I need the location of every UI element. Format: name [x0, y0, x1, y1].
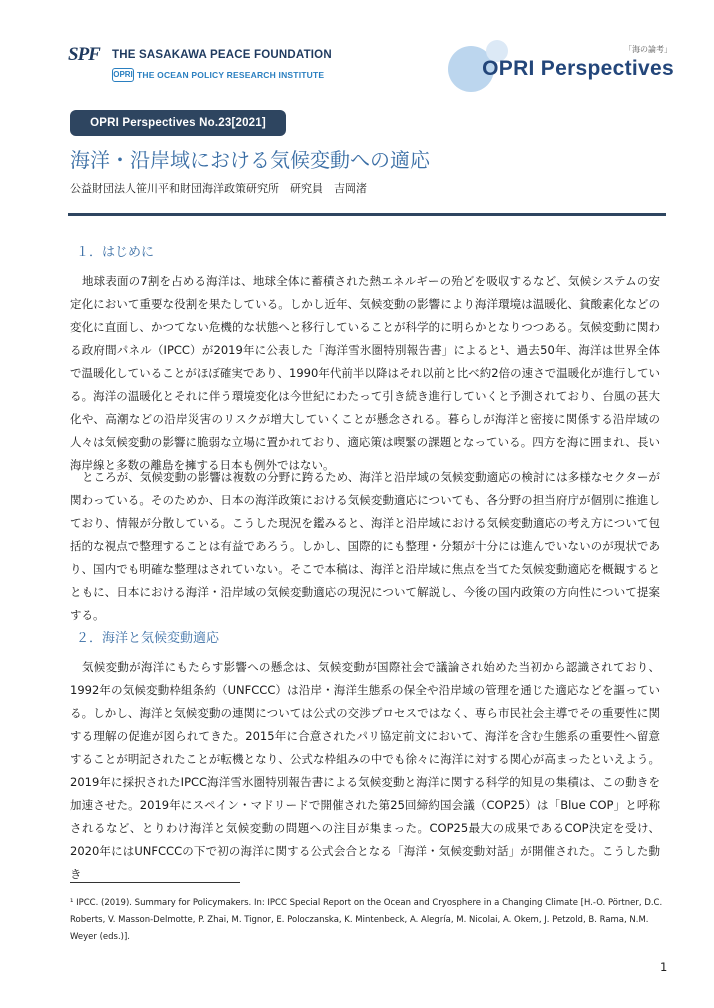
page-number: 1 [660, 960, 668, 974]
brand-title: OPRI Perspectives [482, 57, 674, 80]
spf-name: THE SASAKAWA PEACE FOUNDATION [112, 49, 332, 61]
page-header [0, 0, 714, 100]
opri-mark: OPRI [112, 68, 134, 82]
paragraph-1: 地球表面の7割を占める海洋は、地球全体に蓄積された熱エネルギーの殆どを吸収するなど、気候システムの安定化において重要な役割を果たしている。しかし近年、気候変動の影響により海洋環境は温暖化、貧酸素化などの変化に直面し、かつてない危機的な状態へと移行していることが科学的に明らかとなりつつある。気候変動に関わる政府間パネル（IPCC）が2019年に公表した「海洋雪氷圏特別報告書」によると¹、過去50年、海洋は世界全体で温暖化していることがほぼ確実であり、1990年代前半以降はそれ以前と比べ約2倍の速さで温暖化が進行している。海洋の温暖化とそれに伴う環境変化は今世紀にわたって引き続き進行していくと予測されており、台風の甚大化や、高潮などの沿岸災害のリスクが増大していくことが懸念される。暮らしが海洋と密接に関係する沿岸域の人々は気候変動の影響に脆弱な立場に置かれており、適応策は喫緊の課題となっている。四方を海に囲まれ、長い海岸線と多数の離島を擁する日本も例外ではない。 [70, 274, 660, 472]
paragraph-3: 気候変動が海洋にもたらす影響への懸念は、気候変動が国際社会で議論され始めた当初から認識されており、1992年の気候変動枠組条約（UNFCCC）は沿岸・海洋生態系の保全や沿岸域の管理を通じた適応などを謳っている。しかし、海洋と気候変動の連関については公式の交渉プロセスではなく、専ら市民社会主導でその重要性に関する理解の促進が図られてきた。2015年に合意されたパリ協定前文において、海洋を含む生態系の重要性へ留意することが明記されたことが転機となり、公式な枠組みの中でも徐々に海洋に対する関心が高まったといえよう。2019年に採択されたIPCC海洋雪氷圏特別報告書による気候変動と海洋に関する科学的知見の集積は、この動きを加速させた。2019年にスペイン・マドリードで開催された第25回締約国会議（COP25）は「Blue COP」と呼称されるなど、とりわけ海洋と気候変動の問題への注目が集まった。COP25最大の成果であるCOP決定を受け、2020年にはUNFCCCの下で初の海洋に関する公式会合となる「海洋・気候変動対話」が開催された。こうした動き [70, 660, 660, 881]
page-title: 海洋・沿岸域における気候変動への適応 [70, 148, 430, 172]
opri-name: THE OCEAN POLICY RESEARCH INSTITUTE [137, 70, 325, 80]
footnote-divider [70, 882, 240, 883]
author-line: 公益財団法人笹川平和財団海洋政策研究所 研究員 吉岡渚 [70, 182, 367, 195]
footnote: ¹ IPCC. (2019). Summary for Policymakers. In: IPCC Special Report on the Ocean and Cryosphere in a Changing Climate [H.-O. Pörtner, D.C. Roberts, V. Masson-Delmotte, P. Zhai, M. Tignor, E. Poloczanska, K. Mintenbeck, A. Alegría, M. Nicolai, A. Okem, J. Petzold, B. Rama, N.M. Weyer (eds.)]. [70, 898, 663, 942]
issue-badge: OPRI Perspectives No.23[2021] [70, 110, 286, 136]
section-heading-2: ２．海洋と気候変動適応 [76, 631, 220, 646]
section-heading-1: １．はじめに [76, 245, 155, 260]
brand-subtitle: 「海の論考」 [624, 45, 672, 54]
title-divider [68, 213, 666, 216]
paragraph-2: ところが、気候変動の影響は複数の分野に跨るため、海洋と沿岸域の気候変動適応の検討には多様なセクターが関わっている。そのためか、日本の海洋政策における気候変動適応についても、各分野の担当府庁が個別に推進しており、情報が分散している。こうした現況を鑑みると、海洋と沿岸域における気候変動適応の考え方について包括的な視点で整理することは有益であろう。しかし、国際的にも整理・分類が十分には進んでいないのが現状であり、国内でも明確な整理はされていない。そこで本稿は、海洋と沿岸域に焦点を当てた気候変動適応を概観するとともに、日本における海洋・沿岸域の気候変動適応の現況について解説し、今後の国内政策の方向性について提案する。 [70, 470, 660, 622]
spf-mark: SPF [68, 44, 100, 65]
opri-perspectives-logo [440, 40, 680, 96]
